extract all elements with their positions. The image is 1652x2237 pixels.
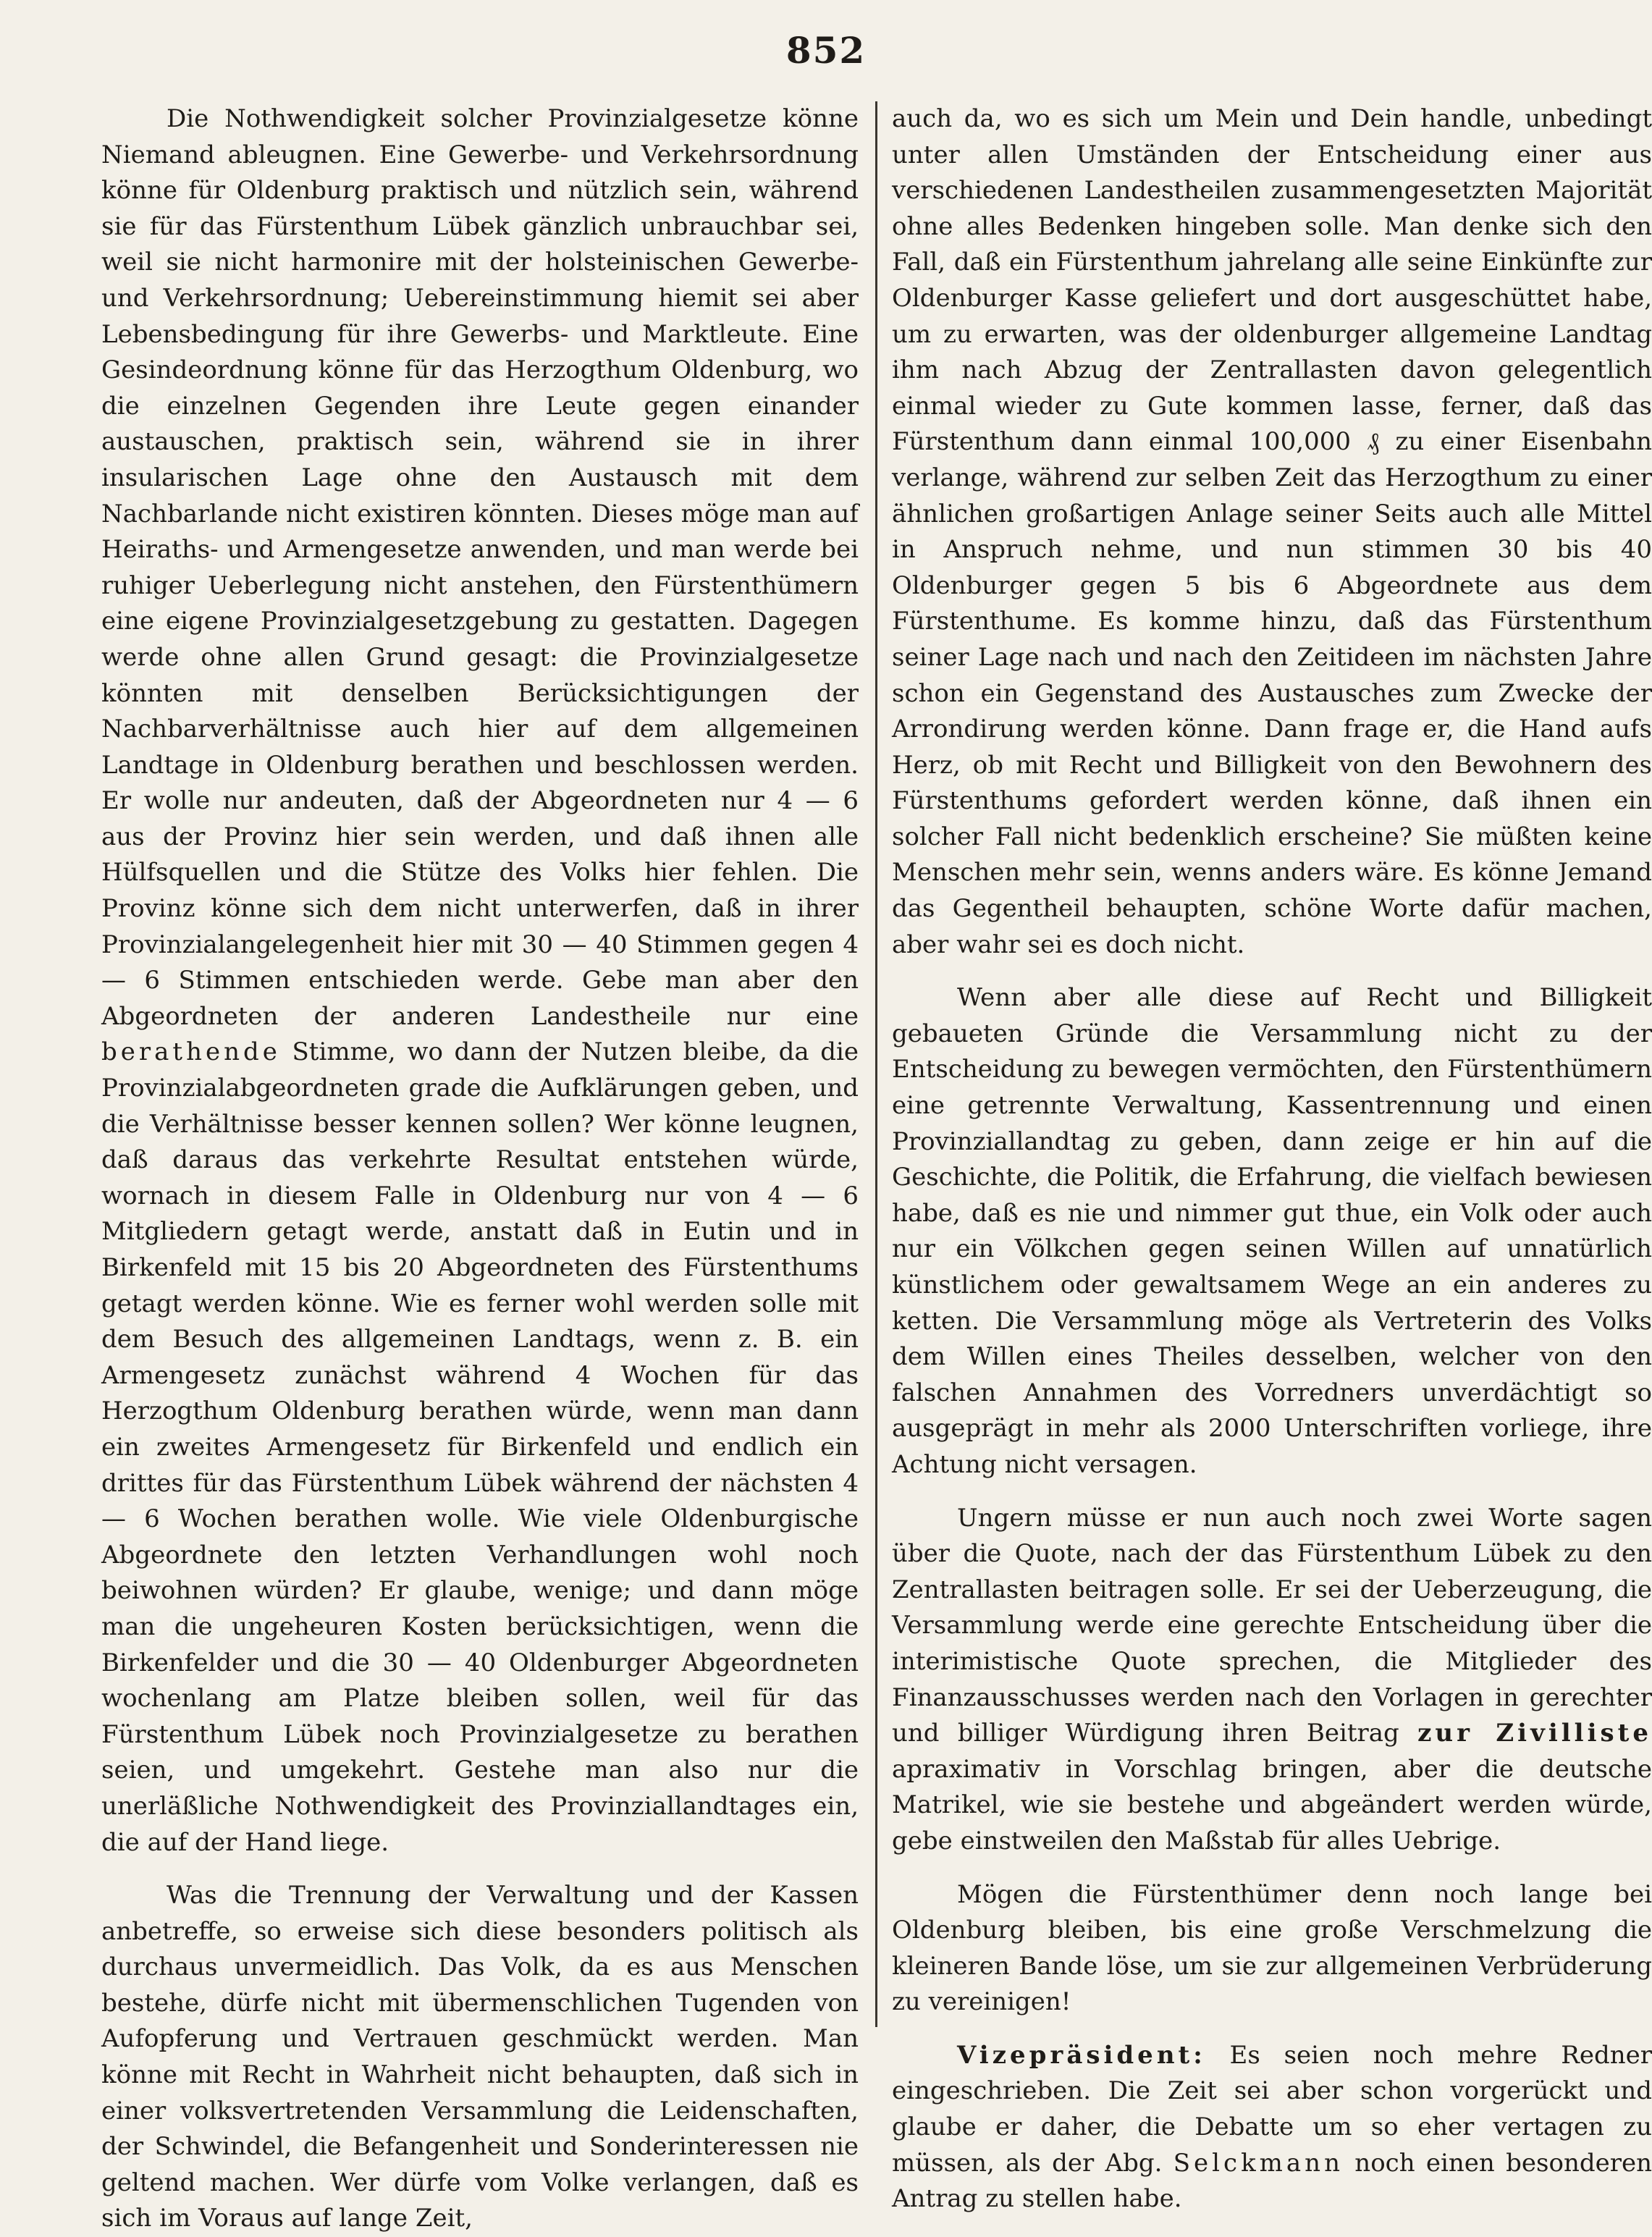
right-paragraph-5-text: Es seien noch mehre Redner eingeschrieben. Die Zeit sei aber schon vorgerückt und glaube er daher, die Debatte um so eher vertagen zu müssen, als der Abg. bbox=[892, 2040, 1652, 2178]
left-paragraph-1-text-rest: Stimme, wo dann der Nutzen bleibe, da die Provinzialabgeordneten grade die Aufklärungen geben, und die Verhältnisse besser kennen sollen? Wer könne leugnen, daß daraus das verkehrte Resultat entstehen würde, wornach in diesem Falle in Oldenburg nur von 4 — 6 Mitgliedern getagt werde, anstatt daß in Eutin und in Birkenfeld mit 15 bis 20 Abgeordneten des Fürstenthums getagt werden könne. Wie es ferner wohl werden solle mit dem Besuch des allgemeinen Landtags, wenn z. B. ein Armengesetz zunächst während 4 Wochen für das Herzogthum Oldenburg berathen würde, wenn man dann ein zweites Armengesetz für Birkenfeld und endlich ein drittes für das Fürstenthum Lübek während der nächsten 4 — 6 Wochen berathen wolle. Wie viele Oldenburgische Abgeordnete den letzten Verhandlungen wohl noch beiwohnen würden? Er glaube, wenige; und dann möge man die ungeheuren Kosten berücksichtigen, wenn die Birkenfelder und die 30 — 40 Oldenburger Abgeordneten wochenlang am Platze bleiben sollen, weil für das Fürstenthum Lübek noch Provinzialgesetze zu berathen seien, und umgekehrt. Gestehe man also nur die unerläßliche Nothwendigkeit des Provinziallandtages ein, die auf der Hand liege. bbox=[101, 1037, 859, 1857]
right-paragraph-5 bbox=[892, 2038, 1652, 2217]
page-number: 852 bbox=[785, 29, 867, 72]
column-divider bbox=[875, 101, 877, 2027]
right-paragraph-3 bbox=[892, 1501, 1652, 1860]
right-paragraph-3-text-rest: apraximativ in Vorschlag bringen, aber die deutsche Matrikel, wie sie bestehe und abgeändert werden würde, gebe einstweilen den Maßstab für alles Uebrige. bbox=[892, 1754, 1652, 1855]
delegate-name: Selckmann bbox=[1173, 2148, 1344, 2178]
left-column bbox=[101, 101, 859, 2237]
left-paragraph-1 bbox=[101, 101, 859, 1861]
right-paragraph-3-text: Ungern müsse er nun auch noch zwei Worte sagen über die Quote, nach der das Fürstenthum Lübek zu den Zentrallasten beitragen solle. Er sei der Ueberzeugung, die Versammlung werde eine gerechte Entscheidung über die interimistische Quote sprechen, die Mitglieder des Finanzausschusses werden nach den Vorlagen in gerechter und billiger Würdigung ihren Beitrag bbox=[892, 1503, 1652, 1748]
left-paragraph-1-spaced-word: berathende bbox=[101, 1037, 281, 1067]
left-paragraph-1-text: Die Nothwendigkeit solcher Provinzialgesetze könne Niemand ableugnen. Eine Gewerbe- und Verkehrsordnung könne für Oldenburg praktisch und nützlich sein, während sie für das Fürstenthum Lübek gänzlich unbrauchbar sei, weil sie nicht harmonire mit der holsteinischen Gewerbe- und Verkehrsordnung; Uebereinstimmung hiemit sei aber Lebensbedingung für ihre Gewerbs- und Marktleute. Eine Gesindeordnung könne für das Herzogthum Oldenburg, wo die einzelnen Gegenden ihre Leute gegen einander austauschen, praktisch sein, während sie in ihrer insularischen Lage ohne den Austausch mit dem Nachbarlande nicht existiren könnten. Dieses möge man auf Heiraths- und Armengesetze anwenden, und man werde bei ruhiger Ueberlegung nicht anstehen, den Fürstenthümern eine eigene Provinzialgesetzgebung zu gestatten. Dagegen werde ohne allen Grund gesagt: die Provinzialgesetze könnten mit denselben Berücksichtigungen der Nachbarverhältnisse auch hier auf dem allgemeinen Landtage in Oldenburg berathen und beschlossen werden. Er wolle nur andeuten, daß der Abgeordneten nur 4 — 6 aus der Provinz hier sein werden, und daß ihnen alle Hülfsquellen und die Stütze des Volks hier fehlen. Die Provinz könne sich dem nicht unterwerfen, daß in ihrer Provinzialangelegenheit hier mit 30 — 40 Stimmen gegen 4 — 6 Stimmen entschieden werde. Gebe man aber den Abgeordneten der anderen Landestheile nur eine bbox=[101, 104, 859, 1031]
left-paragraph-2: Was die Trennung der Verwaltung und der Kassen anbetreffe, so erweise sich diese besonders politisch als durchaus unvermeidlich. Das Volk, da es aus Menschen bestehe, dürfe nicht mit übermenschlichen Tugenden von Aufopferung und Vertrauen geschmückt werden. Man könne mit Recht in Wahrheit nicht behaupten, daß sich in einer volksvertretenden Versammlung die Leidenschaften, der Schwindel, die Befangenheit und Sonderinteressen nie geltend machen. Wer dürfe vom Volke verlangen, daß es sich im Voraus auf lange Zeit, bbox=[101, 1881, 859, 2233]
right-paragraph-1: auch da, wo es sich um Mein und Dein handle, unbedingt unter allen Umständen der Entscheidung einer aus verschiedenen Landestheilen zusammengesetzten Majorität ohne alles Bedenken hingeben solle. Man denke sich den Fall, daß ein Fürstenthum jahrelang alle seine Einkünfte zur Oldenburger Kasse geliefert und dort ausgeschüttet habe, um zu erwarten, was der oldenburger allgemeine Landtag ihm nach Abzug der Zentrallasten davon gelegentlich einmal wieder zu Gute kommen lasse, ferner, daß das Fürstenthum dann einmal 100,000 ₰ zu einer Eisenbahn verlange, während zur selben Zeit das Herzogthum zu einer ähnlichen großartigen Anlage seiner Seits auch alle Mittel in Anspruch nehme, und nun stimmen 30 bis 40 Oldenburger gegen 5 bis 6 Abgeordnete aus dem Fürstenthume. Es komme hinzu, daß das Fürstenthum seiner Lage nach und nach den Zeitideen im nächsten Jahre schon ein Gegenstand des Austausches zum Zwecke der Arrondirung werden könne. Dann frage er, die Hand aufs Herz, ob mit Recht und Billigkeit von den Bewohnern des Fürstenthums gefordert werden könne, daß ihnen ein solcher Fall nicht bedenklich erscheine? Sie müßten keine Menschen mehr sein, wenns anders wäre. Es könne Jemand das Gegentheil behaupten, schöne Worte dafür machen, aber wahr sei es doch nicht. bbox=[892, 104, 1652, 959]
right-paragraph-4: Mögen die Fürstenthümer denn noch lange bei Oldenburg bleiben, bis eine große Verschmelzung die kleineren Bande löse, um sie zur allgemeinen Verbrüderung zu vereinigen! bbox=[892, 1879, 1652, 2017]
right-column bbox=[892, 101, 1652, 2217]
right-paragraph-5-text-rest: noch einen besonderen Antrag zu stellen habe. bbox=[892, 2148, 1652, 2214]
speaker-label: Vizepräsident: bbox=[957, 2040, 1206, 2070]
right-paragraph-2: Wenn aber alle diese auf Recht und Billigkeit gebaueten Gründe die Versammlung nicht zu der Entscheidung zu bewegen vermöchten, den Fürstenthümern eine getrennte Verwaltung, Kassentrennung und einen Provinziallandtag zu geben, dann zeige er hin auf die Geschichte, die Politik, die Erfahrung, die vielfach bewiesen habe, daß es nie und nimmer gut thue, ein Volk oder auch nur ein Völkchen gegen seinen Willen auf unnatürlich künstlichem oder gewaltsamem Wege an ein anderes zu ketten. Die Versammlung möge als Vertreterin des Volks dem Willen eines Theiles desselben, welcher von den falschen Annahmen des Vorredners unverdächtigt so ausgeprägt in mehr als 2000 Unterschriften vorliege, ihre Achtung nicht versagen. bbox=[892, 983, 1652, 1479]
right-paragraph-3-bold-phrase: zur Zivilliste bbox=[1417, 1719, 1652, 1748]
